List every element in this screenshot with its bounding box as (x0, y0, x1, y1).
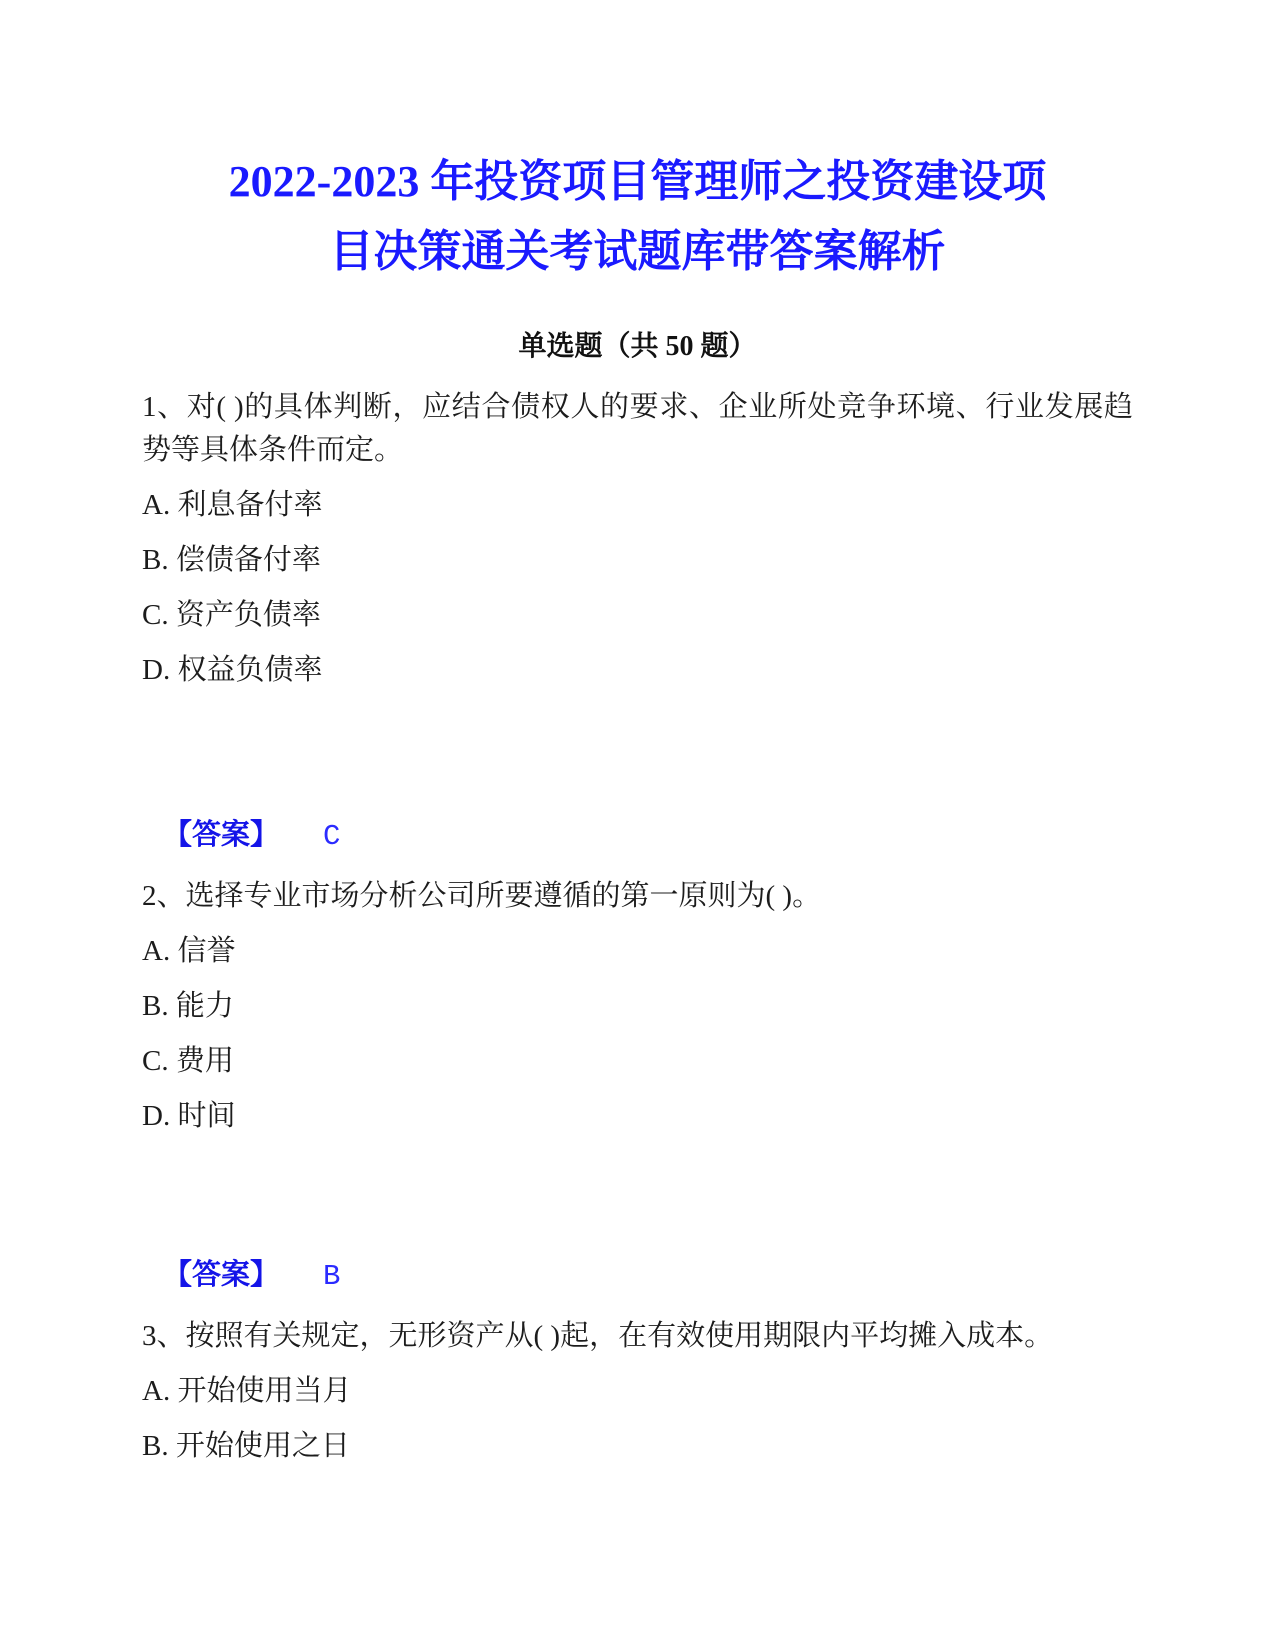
option-item-d: D. 权益负债率 (142, 654, 323, 686)
option-item-b: B. 偿债备付率 (142, 544, 321, 576)
answer-value: B (323, 1260, 341, 1293)
option-item-d: D. 时间 (142, 1100, 236, 1132)
section-heading: 单选题（共 50 题） (518, 331, 757, 362)
question-text: 3、按照有关规定，无形资产从( )起，在有效使用期限内平均摊入成本。 (142, 1320, 1054, 1352)
question-block-3 (142, 1315, 1133, 1468)
answer-row (142, 1254, 1133, 1298)
answer-row (142, 814, 1133, 858)
answer-label: 【答案】 (163, 819, 280, 851)
page-title (142, 147, 1133, 287)
question-text: 2、选择专业市场分析公司所要遵循的第一原则为( )。 (142, 880, 822, 912)
option-item-a: A. 利息备付率 (142, 489, 323, 521)
option-item-a: A. 开始使用当月 (142, 1375, 352, 1407)
question-block-2 (142, 875, 1133, 1298)
option-item-c: C. 资产负债率 (142, 599, 321, 631)
answer-label: 【答案】 (163, 1259, 280, 1291)
option-item-c: C. 费用 (142, 1045, 234, 1077)
option-item-a: A. 信誉 (142, 935, 236, 967)
page-title-line-2: 目决策通关考试题库带答案解析 (329, 227, 946, 276)
answer-value: C (323, 820, 341, 853)
page-title-line-1: 2022-2023 年投资项目管理师之投资建设项 (228, 157, 1047, 206)
option-item-b: B. 开始使用之日 (142, 1430, 350, 1462)
question-block-1 (142, 386, 1133, 858)
question-text: 1、对( )的具体判断，应结合债权人的要求、企业所处竞争环境、行业发展趋势等具体条件而定。 (142, 391, 1133, 466)
document-content (0, 147, 1275, 1468)
option-item-b: B. 能力 (142, 990, 234, 1022)
